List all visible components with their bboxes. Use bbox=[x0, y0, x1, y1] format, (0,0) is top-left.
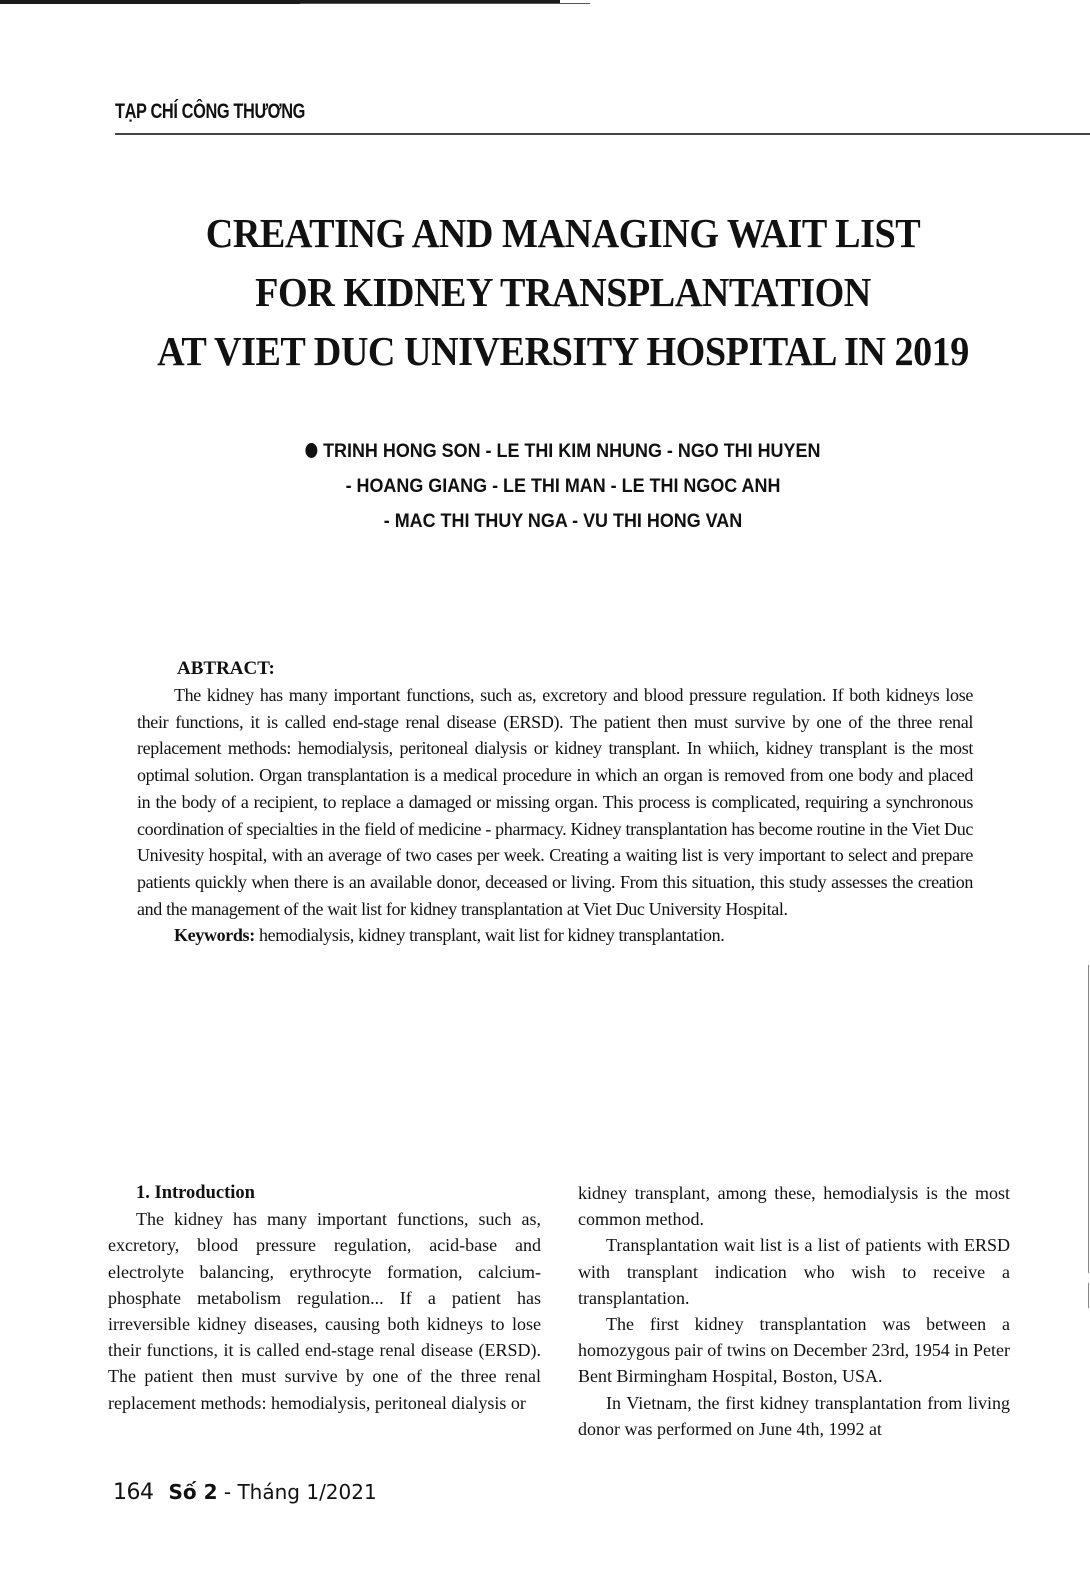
author-line-1-text: TRINH HONG SON - LE THI KIM NHUNG - NGO THI HUYEN bbox=[323, 440, 821, 462]
header-divider bbox=[115, 133, 1090, 135]
author-line-2: - HOANG GIANG - LE THI MAN - LE THI NGOC ANH bbox=[345, 475, 781, 497]
page-edge-mark-2 bbox=[1088, 1283, 1089, 1308]
abstract-section bbox=[137, 656, 973, 949]
author-line-3: - MAC THI THUY NGA - VU THI HONG VAN bbox=[383, 510, 743, 532]
issue-date: Tháng 1/2021 bbox=[237, 1480, 377, 1504]
title-line-1: CREATING AND MANAGING WAIT LIST bbox=[205, 210, 921, 256]
page-footer bbox=[113, 1480, 377, 1505]
title-line-3: AT VIET DUC UNIVERSITY HOSPITAL IN 2019 bbox=[157, 328, 969, 374]
bullet-icon bbox=[306, 443, 318, 458]
journal-name: TẠP CHÍ CÔNG THƯƠNG bbox=[115, 100, 306, 123]
intro-paragraph-2: Transplantation wait list is a list of patients with ERSD with transplant indication who wish to receive a transplantation. bbox=[578, 1235, 1010, 1308]
keywords-label: Keywords: bbox=[174, 925, 255, 946]
right-column bbox=[578, 1180, 1010, 1442]
issue-number: Số 2 bbox=[168, 1480, 218, 1504]
abstract-heading: ABTRACT: bbox=[177, 658, 275, 679]
left-column bbox=[108, 1180, 541, 1416]
keywords bbox=[137, 922, 973, 949]
keywords-text: hemodialysis, kidney transplant, wait list for kidney transplantation. bbox=[254, 925, 725, 946]
page-number: 164 bbox=[113, 1480, 154, 1505]
title-line-2: FOR KIDNEY TRANSPLANTATION bbox=[255, 269, 871, 315]
intro-paragraph-continued: kidney transplant, among these, hemodialysis is the most common method. bbox=[578, 1183, 1010, 1230]
section-heading-introduction: 1. Introduction bbox=[136, 1183, 255, 1203]
intro-paragraph-3: The first kidney transplantation was between a homozygous pair of twins on December 23rd, 1954 in Peter Bent Birmingham Hospital, Boston, USA. bbox=[578, 1314, 1010, 1387]
footer-separator: - bbox=[217, 1480, 238, 1504]
intro-paragraph-4: In Vietnam, the first kidney transplantation from living donor was performed on June 4th, 1992 at bbox=[578, 1392, 1010, 1439]
abstract-body: The kidney has many important functions, such as, excretory and blood pressure regulation. If both kidneys lose their functions, it is called end-stage renal disease (ERSD). The patient then must survive by one of the three renal replacement methods: hemodialysis, peritoneal dialysis or kidney transplant. In whiich, kidney transplant is the most optimal solution. Organ transplantation is a medical procedure in which an organ is removed from one body and placed in the body of a recipient, to replace a damaged or missing organ. This process is complicated, requiring a synchronous coordination of specialties in the field of medicine - pharmacy. Kidney transplantation has become routine in the Viet Duc Univesity hospital, with an average of two cases per week. Creating a waiting list is very important to select and prepare patients quickly when there is an available donor, deceased or living. From this situation, this study assesses the creation and the management of the wait list for kidney transplantation at Viet Duc University Hospital. bbox=[137, 685, 973, 919]
page-edge-mark bbox=[1088, 965, 1089, 1273]
top-border-rule-thin bbox=[300, 3, 590, 4]
article-title bbox=[0, 204, 1090, 381]
author-line-1 bbox=[45, 434, 1081, 469]
author-list bbox=[0, 434, 1090, 539]
intro-paragraph-1: The kidney has many important functions, such as, excretory, blood pressure regulation, acid-base and electrolyte balancing, erythrocyte formation, calcium-phosphate metabolism regulation... If a patient has irreversible kidney diseases, causing both kidneys to lose their functions, it is called end-stage renal disease (ERSD). The patient then must survive by one of the three renal replacement methods: hemodialysis, peritoneal dialysis or bbox=[108, 1209, 541, 1413]
